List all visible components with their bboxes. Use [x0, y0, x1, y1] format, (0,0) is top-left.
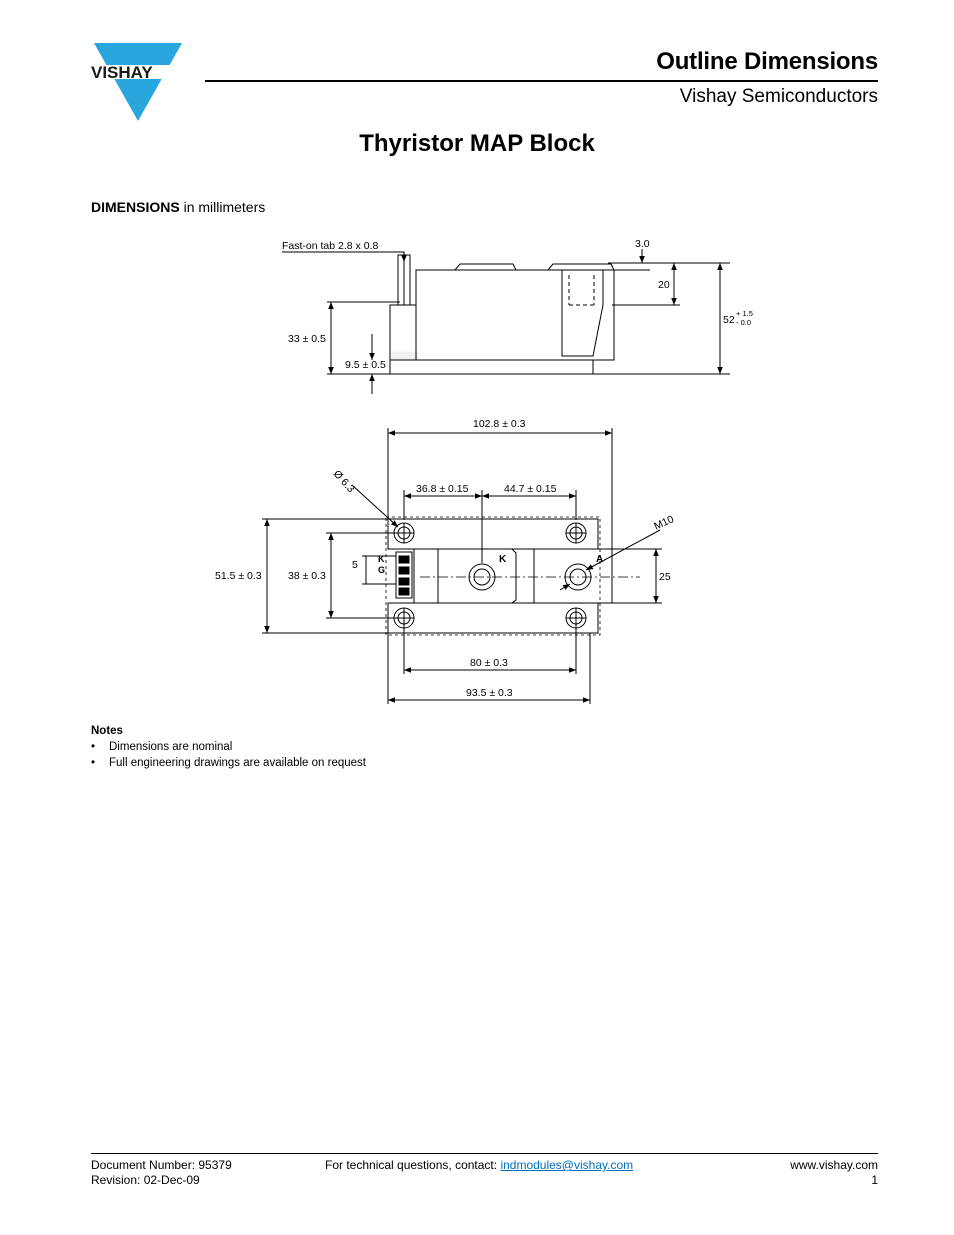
label-m10: M10	[652, 513, 676, 533]
label-terminal-k: K	[499, 554, 507, 565]
contact-email-link[interactable]: indmodules@vishay.com	[500, 1158, 634, 1172]
top-view-dimensions	[262, 428, 662, 704]
vishay-logo-text: VISHAY	[91, 63, 153, 82]
footer-rule	[91, 1153, 878, 1154]
mounting-hole	[566, 523, 586, 543]
label-dim-3-0: 3.0	[635, 238, 650, 250]
label-dim-9-5: 9.5 ± 0.5	[345, 359, 386, 371]
label-tol-52-minus: - 0.0	[736, 318, 752, 327]
mounting-hole	[394, 608, 414, 628]
label-dim-51-5: 51.5 ± 0.3	[215, 570, 262, 582]
top-view	[386, 517, 640, 635]
notes-list	[91, 740, 366, 771]
label-dim-25: 25	[659, 571, 671, 583]
notes-heading: Notes	[91, 725, 123, 737]
label-dim-36-8: 36.8 ± 0.15	[416, 483, 469, 495]
header-subtitle: Vishay Semiconductors	[679, 86, 878, 107]
page-number: 1	[871, 1172, 878, 1187]
section-heading-bold: DIMENSIONS	[91, 199, 180, 215]
document-title: Thyristor MAP Block	[359, 130, 595, 157]
document-number: Document Number: 95379	[91, 1158, 232, 1172]
label-dim-5: 5	[352, 559, 358, 571]
mounting-hole	[566, 608, 586, 628]
footer-left	[91, 1158, 232, 1187]
label-fast-on-tab: Fast-on tab 2.8 x 0.8	[282, 240, 379, 252]
side-view-dimensions	[282, 249, 730, 394]
footer-contact	[325, 1158, 633, 1173]
label-dim-44-7: 44.7 ± 0.15	[504, 483, 557, 495]
header-title: Outline Dimensions	[656, 48, 878, 75]
label-terminal-a: A	[596, 554, 604, 565]
label-dim-33: 33 ± 0.5	[288, 333, 326, 345]
label-dim-38: 38 ± 0.3	[288, 570, 326, 582]
footer-right	[790, 1158, 878, 1187]
label-dim-102-8: 102.8 ± 0.3	[473, 418, 526, 430]
label-tol-52-plus: + 1.5	[736, 309, 753, 318]
list-item: • Dimensions are nominal	[91, 740, 366, 756]
revision: Revision: 02-Dec-09	[91, 1172, 200, 1187]
list-item: • Full engineering drawings are available on request	[91, 756, 366, 772]
label-dim-80: 80 ± 0.3	[470, 657, 508, 669]
label-dim-93-5: 93.5 ± 0.3	[466, 687, 513, 699]
notes	[91, 725, 366, 771]
website-link[interactable]: www.vishay.com	[790, 1158, 878, 1172]
label-pin-g: G	[378, 565, 386, 575]
label-dim-20: 20	[658, 279, 670, 291]
contact-prefix: For technical questions, contact:	[325, 1158, 501, 1172]
section-heading-rest: in millimeters	[179, 199, 266, 215]
label-dia-6-3: Ø 6.3	[330, 467, 357, 496]
side-view	[390, 255, 614, 374]
label-dim-52: 52	[723, 314, 735, 326]
label-pin-k: K	[378, 554, 385, 564]
